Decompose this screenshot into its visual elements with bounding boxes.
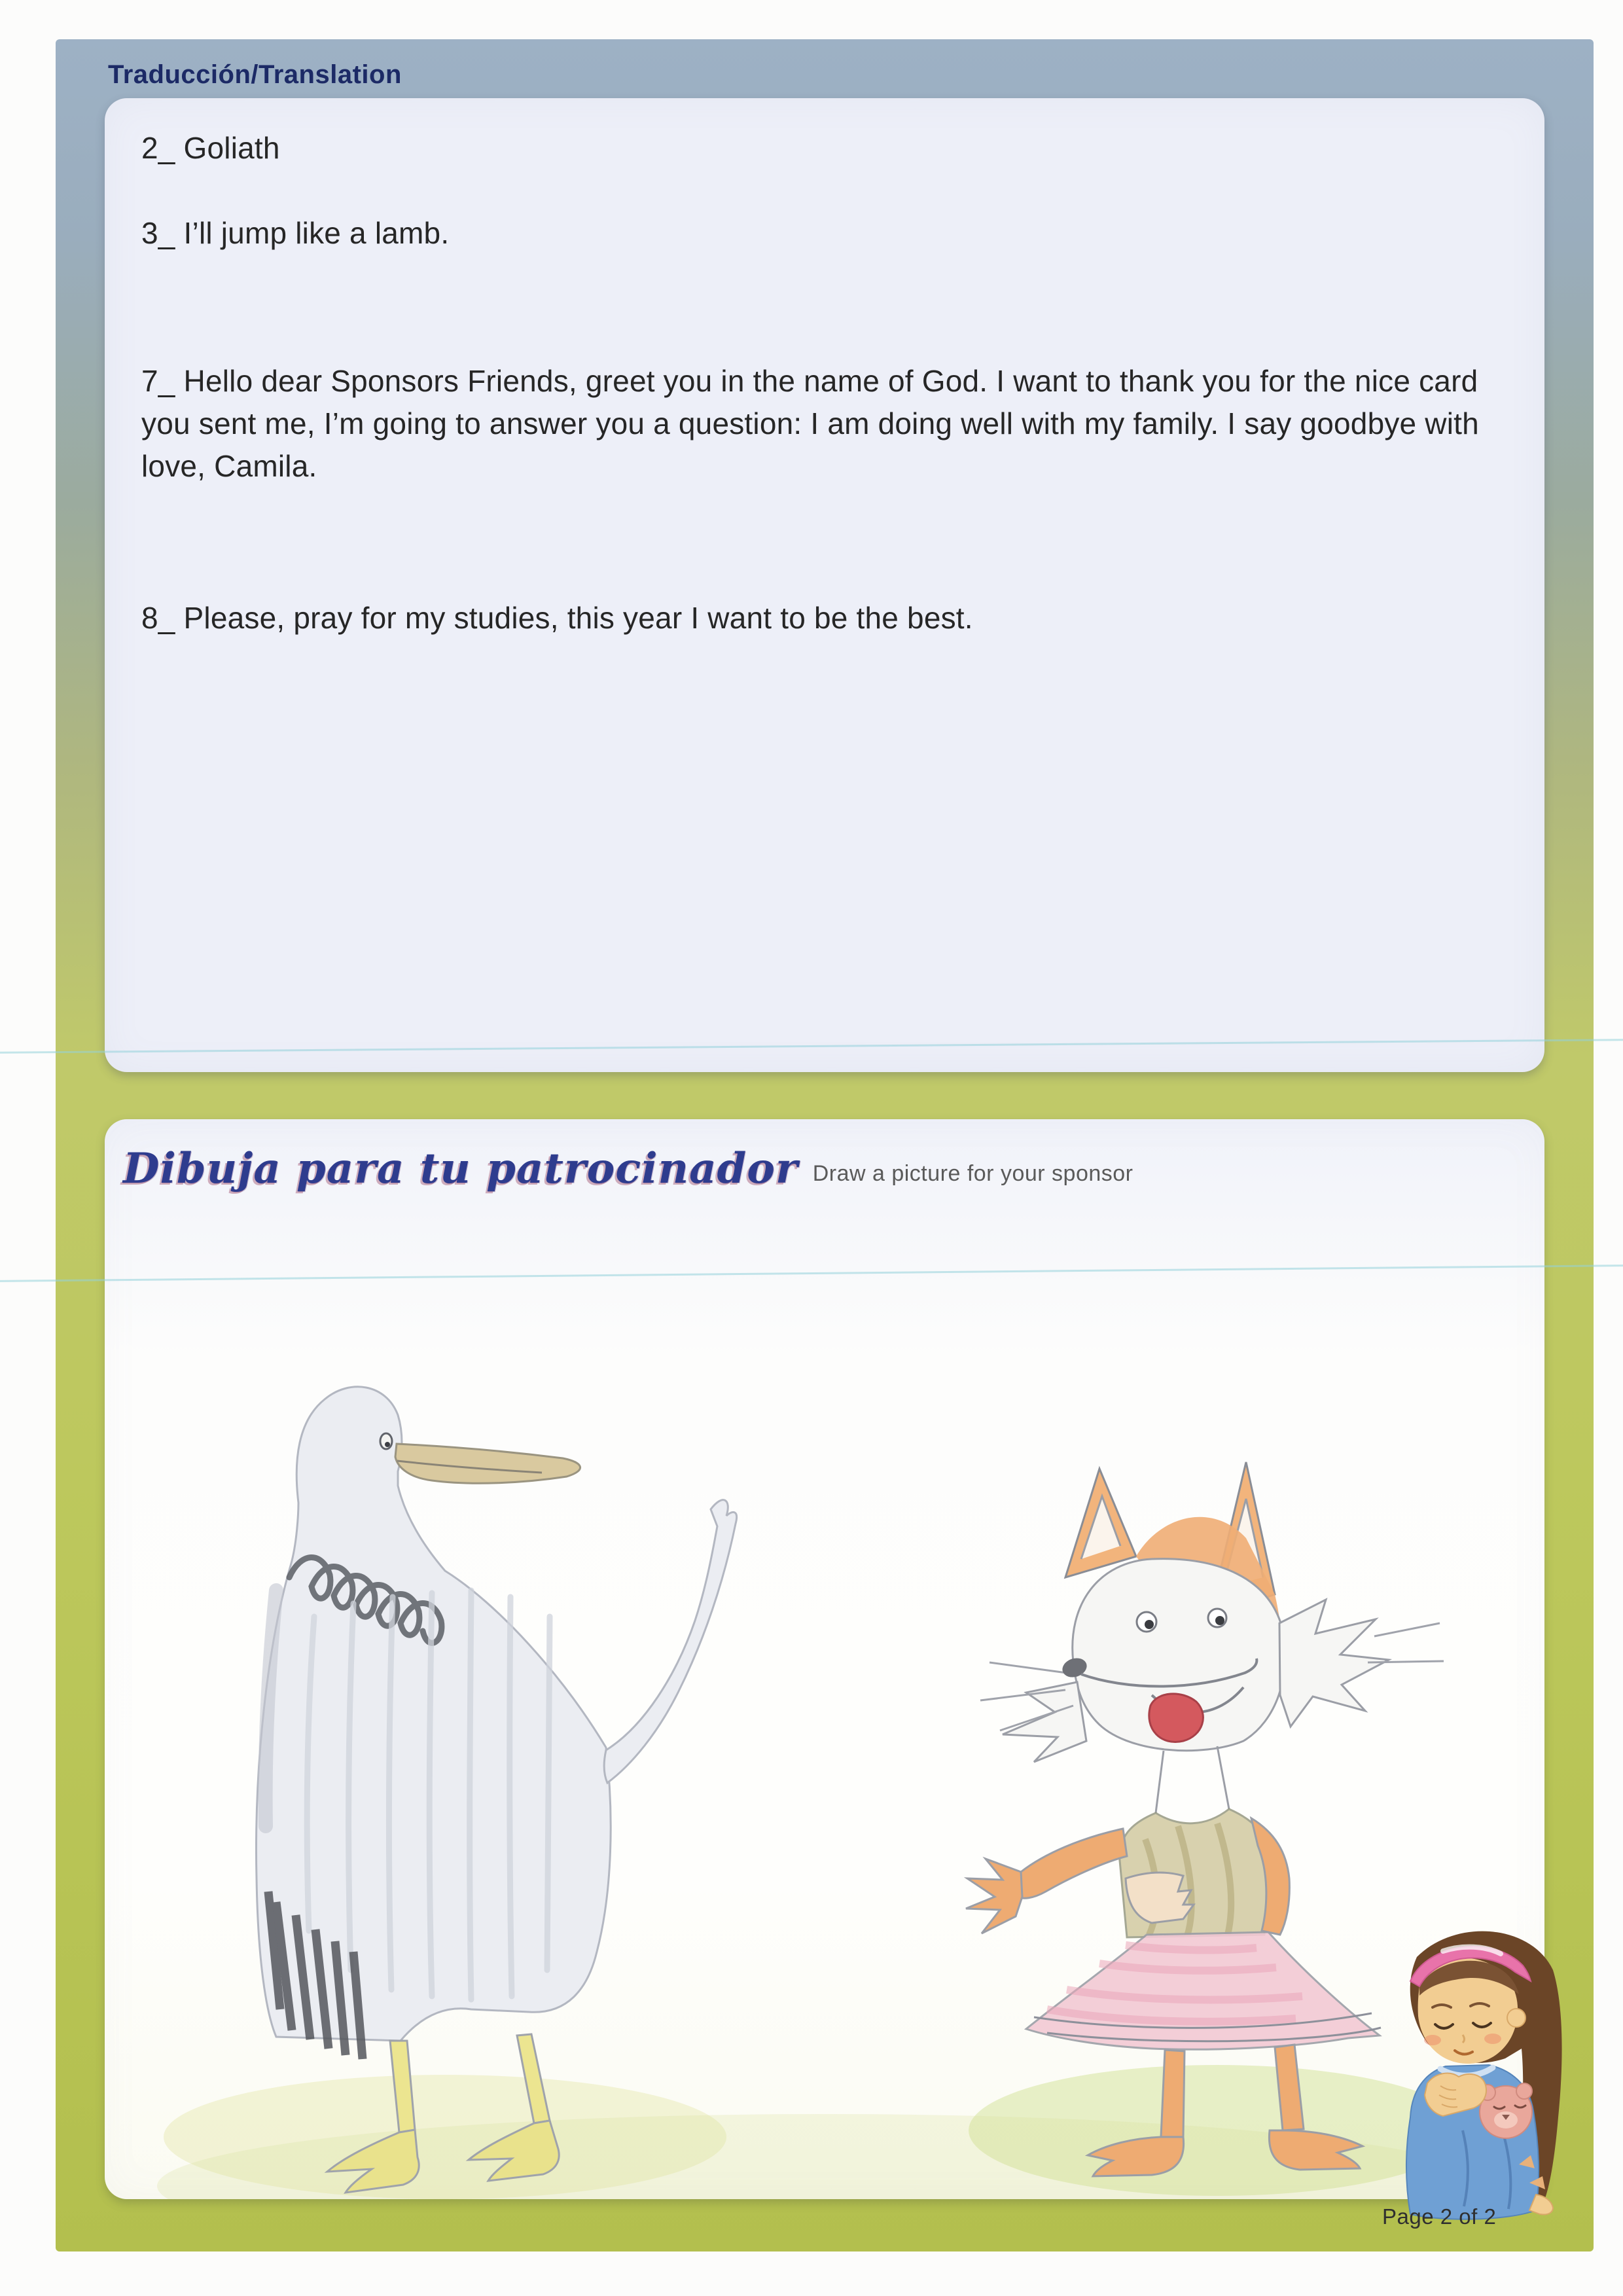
translation-line: 2_ Goliath — [141, 131, 280, 165]
child-drawing — [105, 1119, 1544, 2199]
drawing-title-spanish: Dibuja para tu patrocinador — [123, 1144, 798, 1193]
page-indicator: Page 2 of 2 — [1382, 2204, 1497, 2229]
girl-blush — [1484, 2034, 1501, 2044]
drawing-section-header — [123, 1144, 1133, 1193]
translation-box — [105, 98, 1544, 1072]
praying-girl-illustration — [1364, 1908, 1580, 2229]
drawing-section-box — [105, 1119, 1544, 2199]
drawing-title-english: Draw a picture for your sponsor — [812, 1161, 1133, 1186]
translation-paragraph: 7_ Hello dear Sponsors Friends, greet you in the name of God. I want to thank you for the nice card you sent me, I’m going to answer you a question: I am doing well with my family. I say goodbye with love, Camila. — [141, 364, 1479, 483]
girl-blush — [1424, 2035, 1441, 2045]
translation-line: 8_ Please, pray for my studies, this year I want to be the best. — [141, 601, 973, 635]
translation-line: 3_ I’ll jump like a lamb. — [141, 216, 450, 250]
stork-drawing — [256, 1387, 736, 2193]
translation-section-title: Traducción/Translation — [108, 60, 402, 89]
girl-ear — [1507, 2009, 1525, 2027]
teddy-ear — [1516, 2083, 1532, 2099]
letter-page-background — [56, 39, 1594, 2251]
